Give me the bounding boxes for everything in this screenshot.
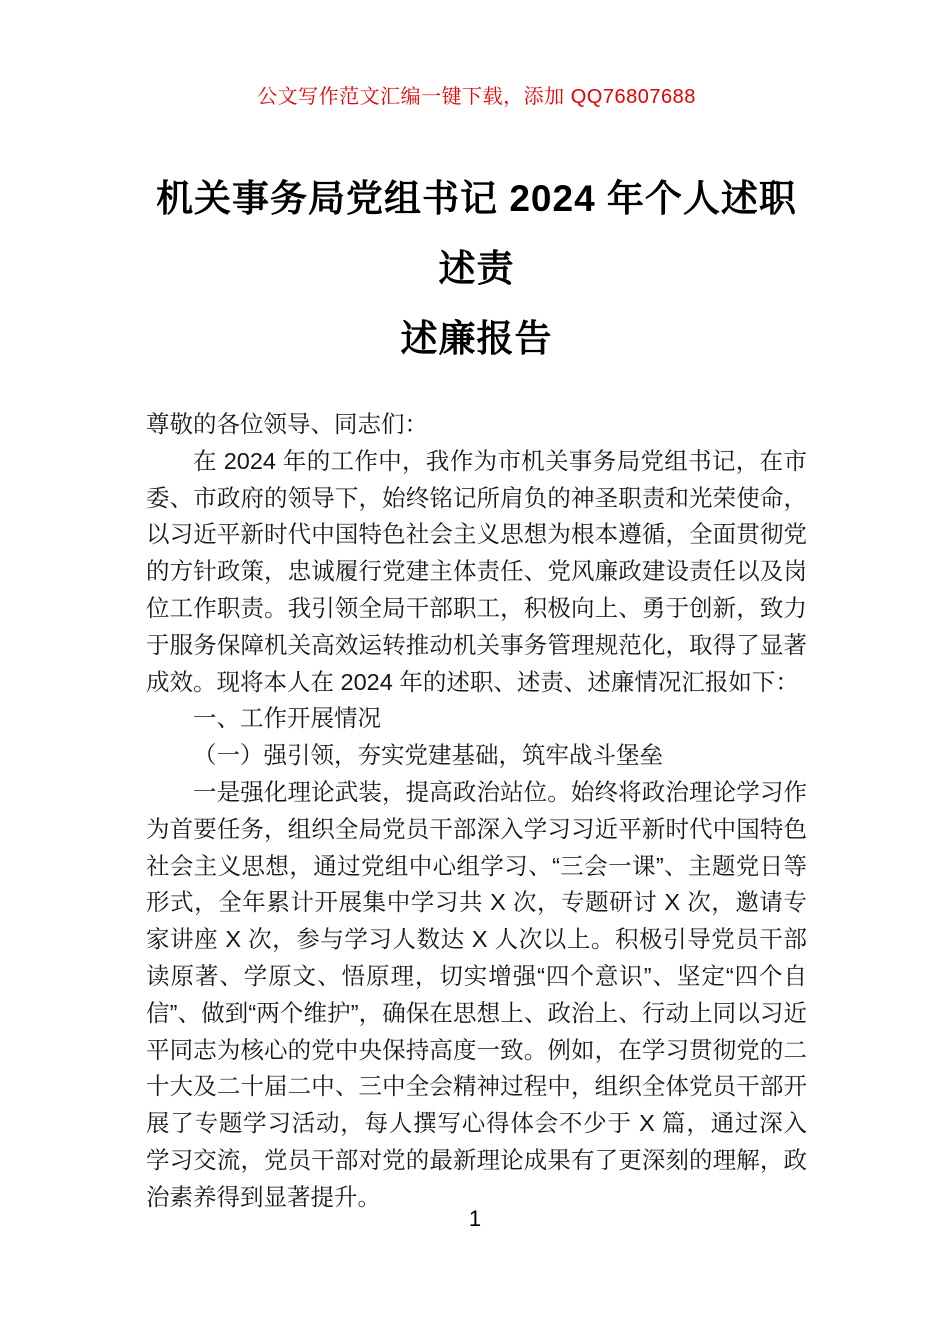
section-heading: 一、工作开展情况	[193, 705, 381, 732]
paragraph-introduction: 在 2024 年的工作中，我作为市机关事务局党组书记，在市委、市政府的领导下，始终铭记所肩负的神圣职责和光荣使命，以习近平新时代中国特色社会主义思想为根本遵循，全面贯彻党的方针政策，忠诚履行党建主体责任、党风廉政建设责任以及岗位工作职责。我引领全局干部职工，积极向上、勇于创新，致力于服务保障机关高效运转推动机关事务管理规范化，取得了显著成效。现将本人在 2024 年的述职、述责、述廉情况汇报如下：	[146, 447, 807, 695]
document-title	[146, 164, 807, 374]
page-number: 1	[468, 1206, 482, 1231]
document-body	[146, 406, 807, 1216]
document-title-line1: 机关事务局党组书记 2024 年个人述职述责	[156, 178, 797, 289]
document-title-line2: 述廉报告	[400, 318, 553, 359]
subsection-heading: （一）强引领，夯实党建基础，筑牢战斗堡垒	[193, 742, 663, 769]
paragraph-detail: 一是强化理论武装，提高政治站位。始终将政治理论学习作为首要任务，组织全局党员干部深入学习习近平新时代中国特色社会主义思想，通过党组中心组学习、“三会一课”、主题党日等形式，全年累计开展集中学习共 X 次，专题研讨 X 次，邀请专家讲座 X 次，参与学习人数达 X 人次以上。积极引导党员干部读原著、学原文、悟原理，切实增强“四个意识”、坚定“四个自信”、做到“两个维护”，确保在思想上、政治上、行动上同以习近平同志为核心的党中央保持高度一致。例如，在学习贯彻党的二十大及二十届二中、三中全会精神过程中，组织全体党员干部开展了专题学习活动，每人撰写心得体会不少于 X 篇，通过深入学习交流，党员干部对党的最新理论成果有了更深刻的理解，政治素养得到显著提升。	[146, 778, 807, 1210]
header-notice: 公文写作范文汇编一键下载，添加 QQ76807688	[257, 86, 696, 108]
salutation: 尊敬的各位领导、同志们：	[146, 411, 428, 437]
